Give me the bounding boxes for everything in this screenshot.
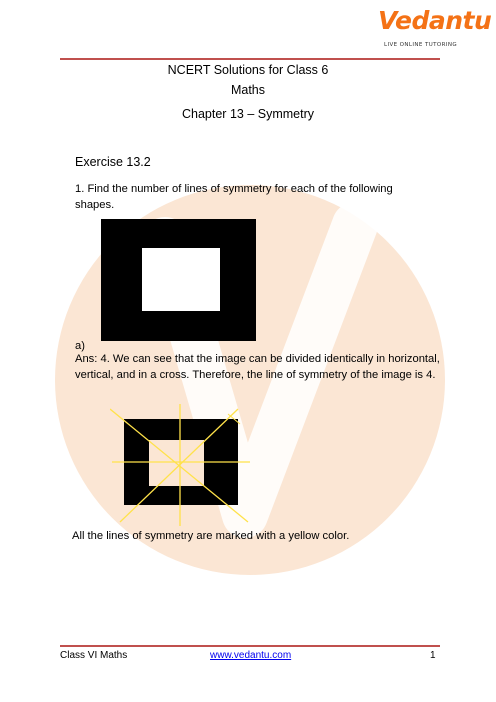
symmetry-note: All the lines of symmetry are marked with a yellow color. (72, 530, 350, 542)
doc-subject: Maths (230, 83, 266, 97)
answer-text: Ans: 4. We can see that the image can be divided identically in horizontal, vertical, and in a cross. Therefore, the line of symmetry of the image is 4. (75, 353, 440, 381)
doc-chapter: Chapter 13 – Symmetry (182, 107, 314, 121)
logo-tagline: LIVE ONLINE TUTORING (384, 42, 458, 48)
doc-title: NCERT Solutions for Class 6 (167, 63, 329, 77)
part-label: a) (75, 340, 85, 352)
vedantu-logo (378, 6, 492, 54)
square-frame-hole (142, 248, 220, 311)
footer-link[interactable]: www.vedantu.com (210, 650, 292, 661)
footer-divider (60, 645, 440, 647)
symmetry-figure (110, 404, 260, 534)
logo-brand: Vedantu (378, 6, 492, 35)
question-text: 1. Find the number of lines of symmetry for each of the following shapes. (75, 183, 393, 211)
header-divider (60, 58, 440, 60)
footer-class: Class VI Maths (60, 650, 128, 661)
exercise-heading: Exercise 13.2 (75, 155, 151, 169)
page-number: 1 (430, 650, 436, 661)
